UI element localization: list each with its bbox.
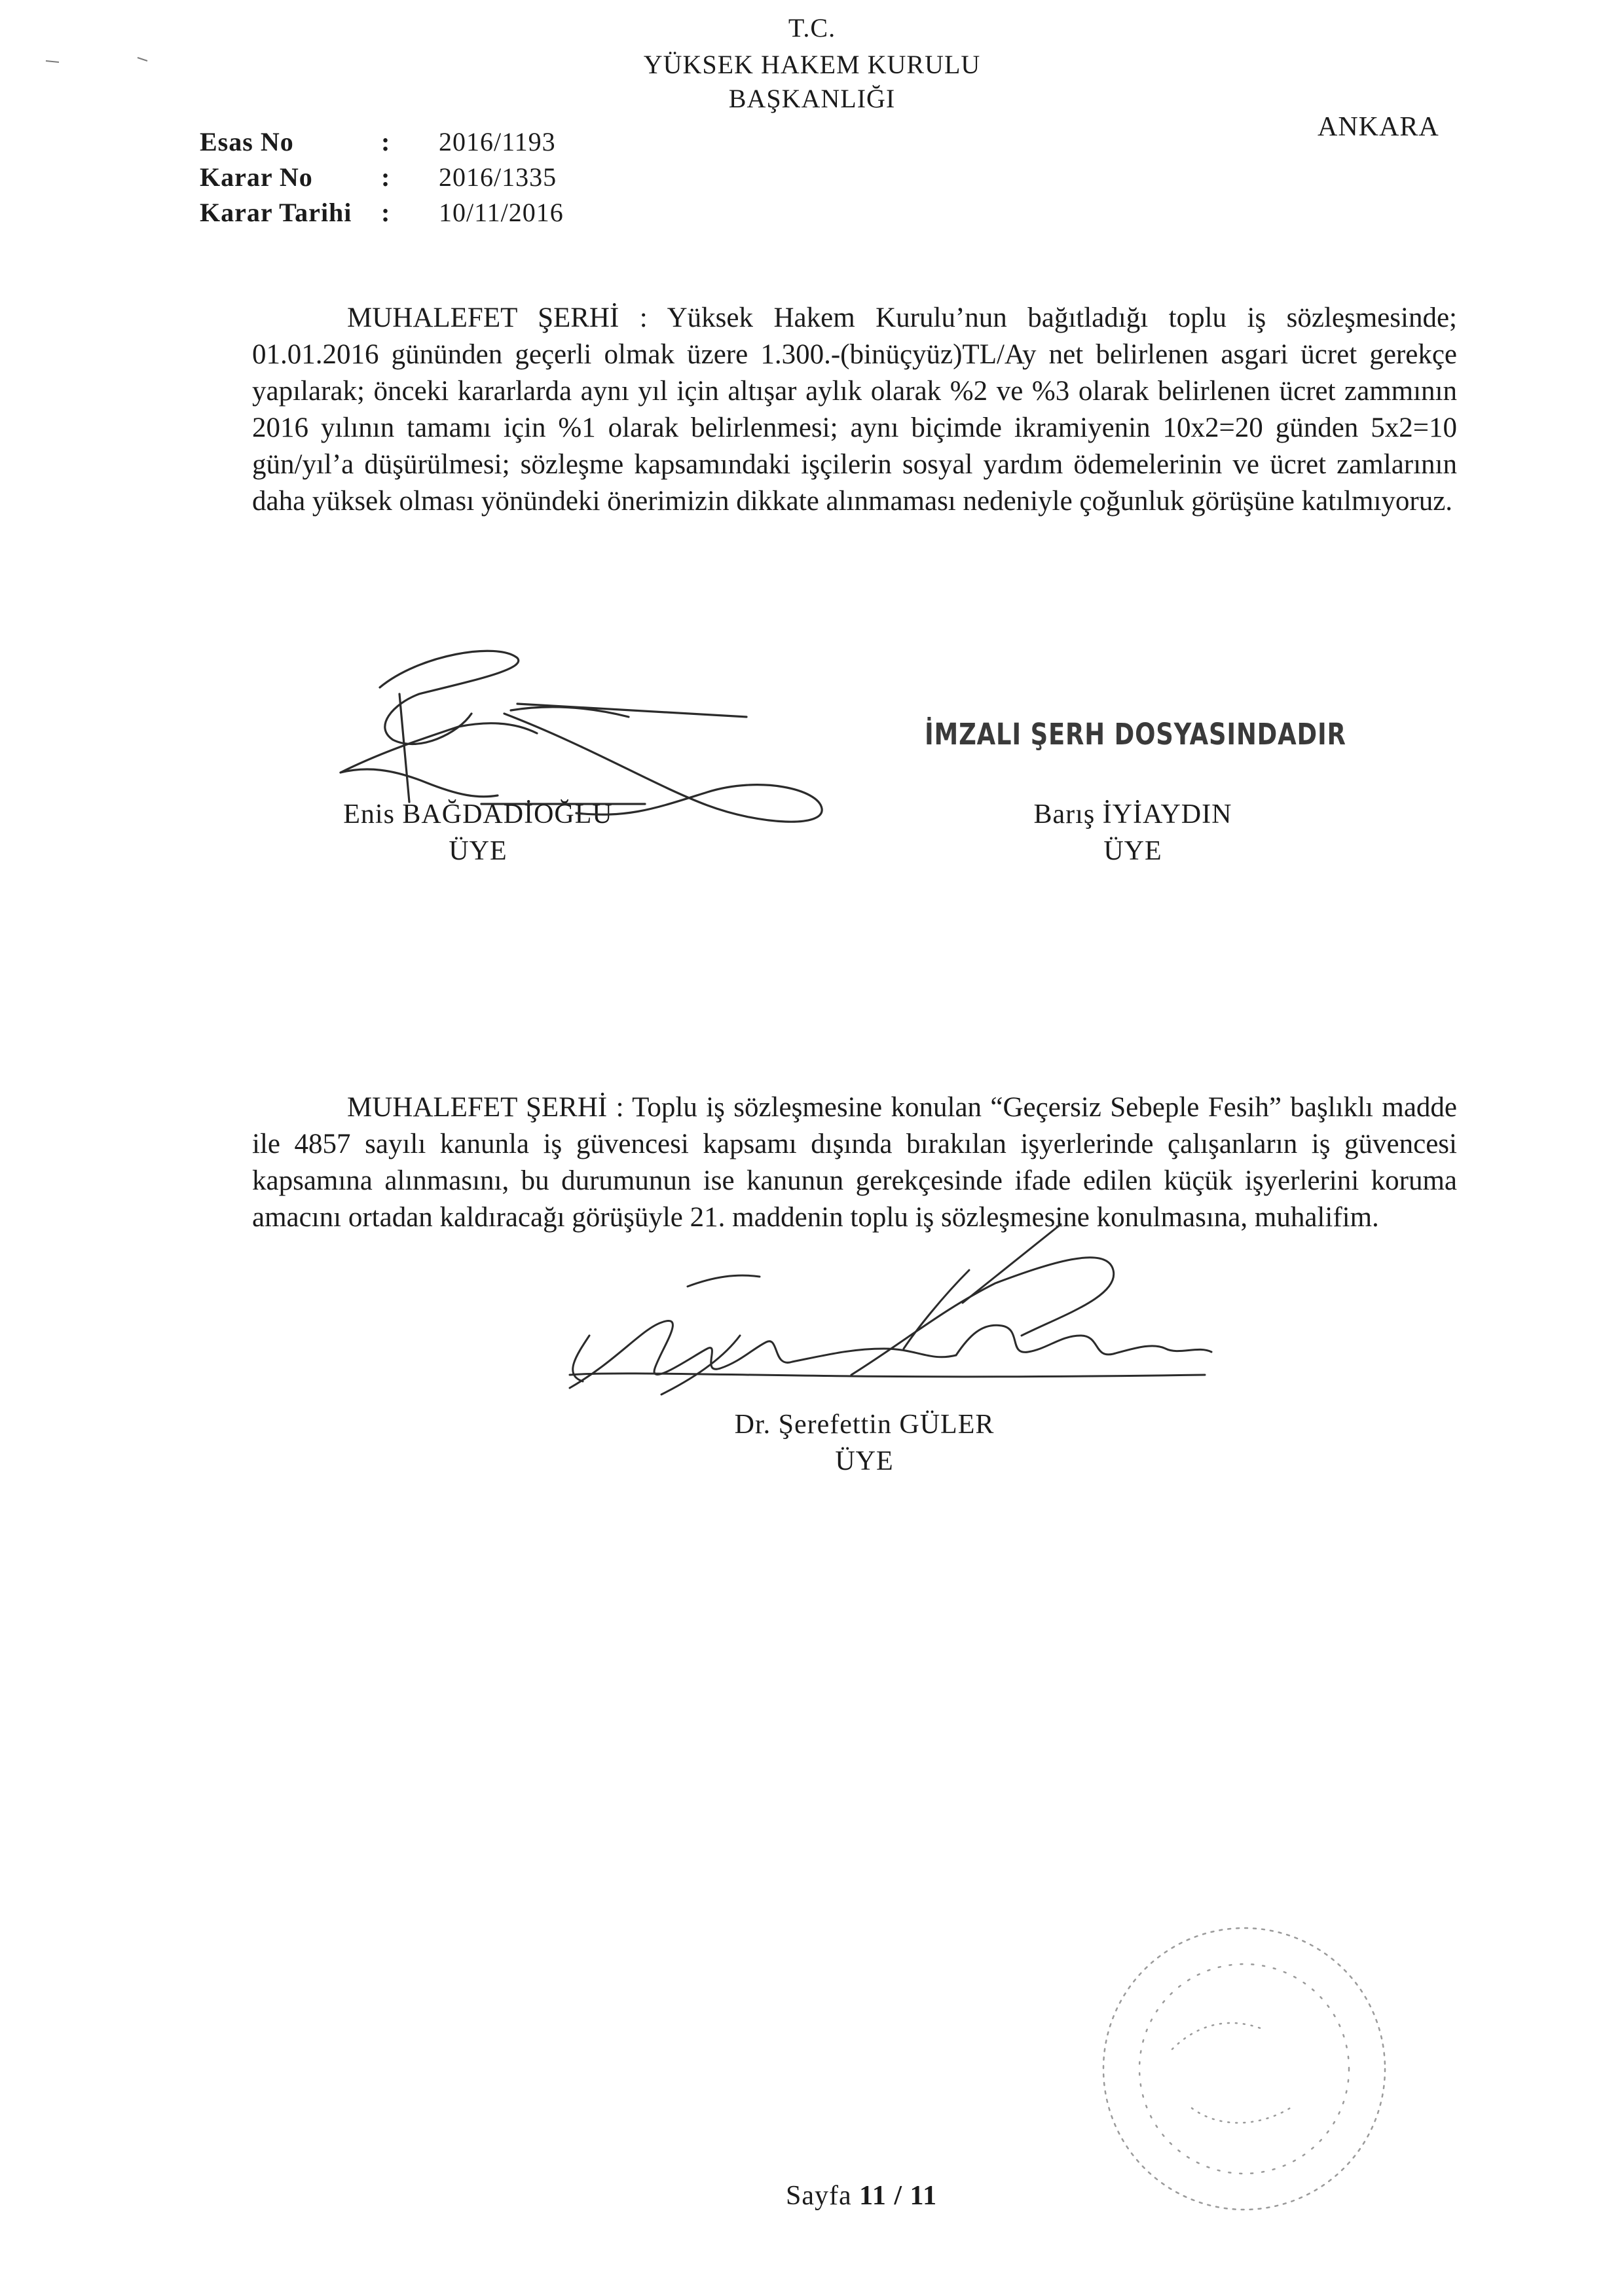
- meta-value: 2016/1193: [439, 127, 556, 156]
- signer-name-2: Barış İYİAYDIN: [1033, 799, 1232, 829]
- meta-value: 10/11/2016: [439, 198, 564, 227]
- signer-role-2: ÜYE: [1103, 836, 1162, 866]
- meta-label: Karar Tarihi: [200, 198, 352, 227]
- meta-label: Esas No: [200, 127, 294, 156]
- scan-marks: [46, 58, 147, 62]
- meta-value: 2016/1335: [439, 162, 557, 192]
- header-presidency: BAŞKANLIĞI: [728, 84, 896, 113]
- signer-name-1: Enis BAĞDADİOĞLU: [343, 799, 613, 829]
- header-institution: YÜKSEK HAKEM KURULU: [643, 50, 981, 79]
- dissent-text-1: MUHALEFET ŞERHİ : Yüksek Hakem Kurulu’nun bağıtladığı toplu iş sözleşmesinde; 01.01.2016 gününden geçerli olmak üzere 1.300.-(binüçyüz)TL/Ay net belirlenen asgari ücret gerekçe yapılarak; önceki kararlarda aynı yıl için altışar aylık olarak %2 ve %3 olarak belirlenen ücret zammının 2016 yılının tamamı için %1 olarak belirlenmesi; aynı biçimde ikramiyenin 10x2=20 günden 5x2=10 gün/yıl’a düşürülmesi; sözleşme kapsamındaki işçilerin sosyal yardım ödemelerinin ve ücret zamlarının daha yüksek olması yönündeki önerimizin dikkate alınmaması nedeniyle çoğunluk görüşüne katılmıyoruz.: [252, 302, 1457, 517]
- signature-enis-bagdadioglu: [341, 651, 822, 822]
- meta-colon: :: [381, 127, 390, 156]
- signature-serefettin-guler: [570, 1224, 1211, 1394]
- signer-name-3: Dr. Şerefettin GÜLER: [734, 1410, 995, 1440]
- meta-colon: :: [381, 162, 390, 192]
- signer-role-1: ÜYE: [449, 836, 507, 866]
- page-number: 11 / 11: [859, 2181, 938, 2211]
- page-footer: [786, 2180, 937, 2212]
- dissent-text-2: MUHALEFET ŞERHİ : Toplu iş sözleşmesine konulan “Geçersiz Sebeple Fesih” başlıklı madde ile 4857 sayılı kanunla iş güvencesi kapsamı dışında bırakılan işyerlerinde çalışanların iş güvencesi kapsamına alınmasını, bu durumunun ise kanunun gerekçesinde ifade edilen küçük işyerlerini koruma amacını ortadan kaldıracağı görüşüyle 21. maddenin toplu iş sözleşmesine konulmasına, muhalifim.: [252, 1092, 1457, 1233]
- official-seal: [1103, 1928, 1385, 2210]
- header-tc: T.C.: [788, 13, 836, 43]
- signer-role-3: ÜYE: [835, 1446, 894, 1476]
- page-label: Sayfa: [786, 2181, 852, 2211]
- meta-colon: :: [381, 198, 390, 227]
- meta-label: Karar No: [200, 162, 313, 192]
- signed-dissent-stamp: İMZALI ŞERH DOSYASINDADIR: [925, 717, 1346, 752]
- city-label: ANKARA: [1318, 112, 1439, 142]
